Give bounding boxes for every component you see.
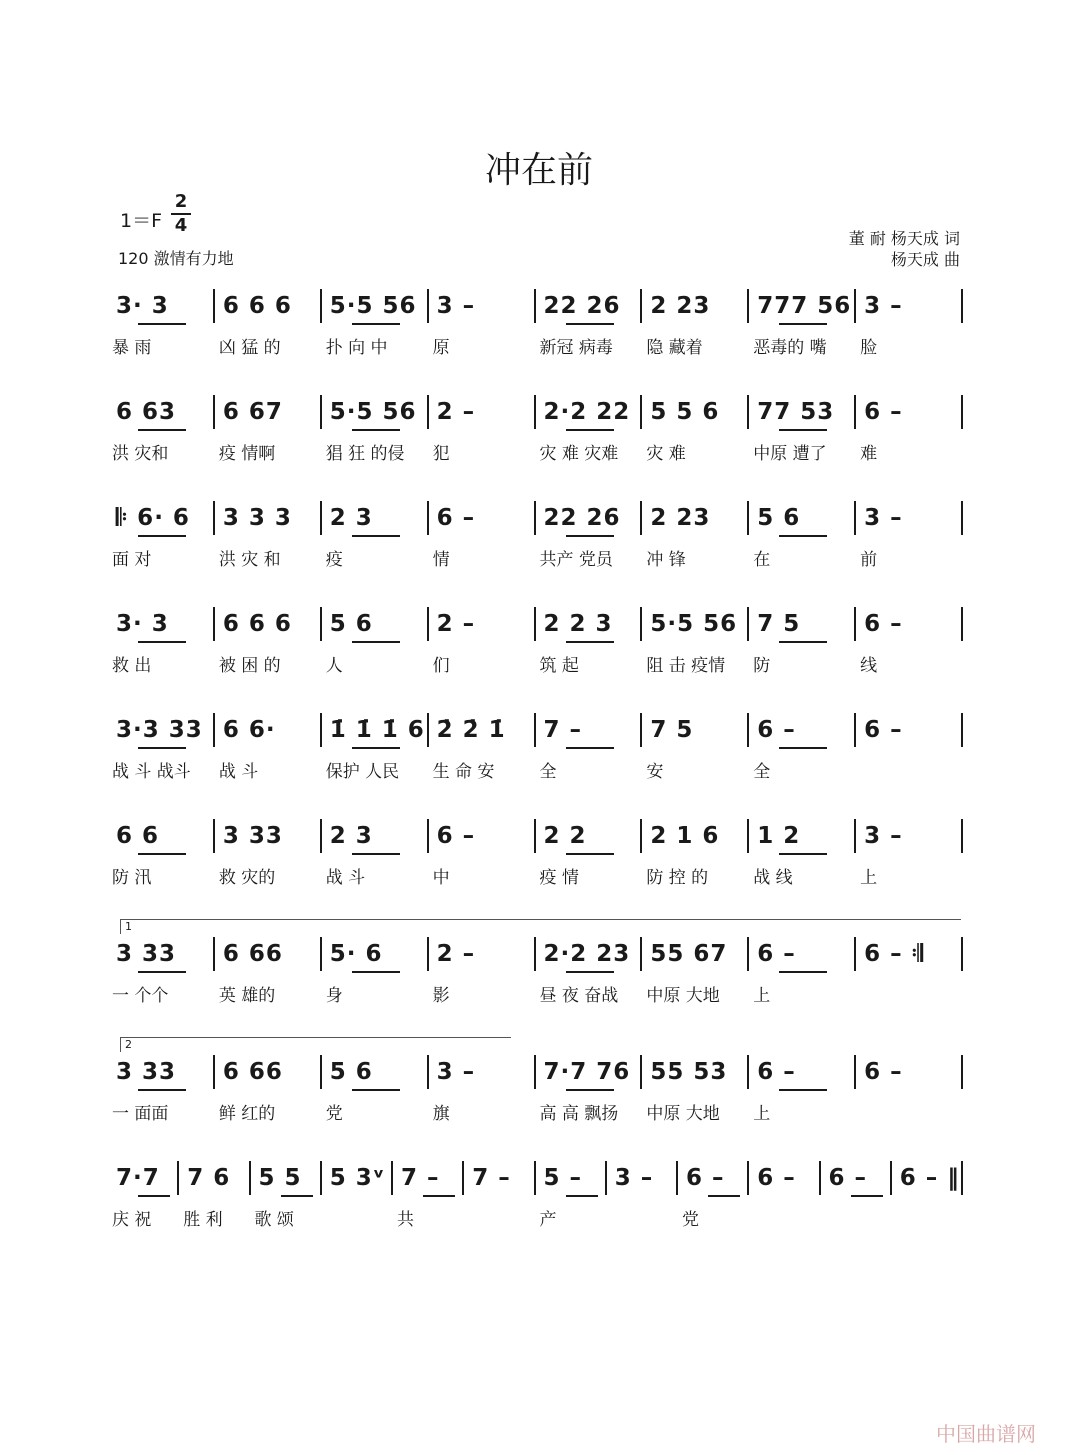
score-system — [110, 823, 965, 933]
beam-underline — [566, 535, 614, 537]
measure-notes: 2 – — [436, 941, 476, 967]
measure-lyrics: 中 — [432, 868, 450, 888]
barline — [747, 395, 749, 429]
barline — [747, 819, 749, 853]
barline — [320, 1161, 322, 1195]
beam-underline — [779, 641, 827, 643]
beam-underline — [779, 747, 827, 749]
measure-lyrics: 隐 藏着 — [646, 338, 703, 358]
beam-underline — [779, 323, 827, 325]
score-system — [110, 505, 965, 615]
measure-notes: 6 – — [757, 1165, 796, 1191]
notes-row — [110, 1165, 965, 1199]
score-system — [110, 920, 965, 1051]
lyrics-row — [110, 757, 965, 782]
measure-lyrics: 战 斗 战斗 — [112, 762, 191, 782]
notes-row — [110, 505, 965, 539]
notes-row — [110, 717, 965, 751]
barline — [534, 289, 536, 323]
measure-notes: 5 – — [543, 1165, 583, 1191]
measure-notes: 55 67 — [650, 941, 728, 967]
beam-underline — [779, 429, 827, 431]
score-system — [110, 1038, 965, 1169]
barline — [427, 937, 429, 971]
barline — [890, 1161, 892, 1195]
measure-notes: 5·5 56 — [329, 293, 417, 319]
measure-notes: 3 – — [864, 505, 903, 531]
measure-notes: 6 – — [864, 611, 903, 637]
barline — [213, 713, 215, 747]
beam-underline — [423, 1195, 455, 1197]
measure-notes: 5 6 — [329, 1059, 373, 1085]
barline — [427, 289, 429, 323]
measure-notes: 6 – — [864, 717, 903, 743]
beam-underline — [566, 1195, 598, 1197]
measure-lyrics: 影 — [432, 986, 450, 1006]
barline — [534, 819, 536, 853]
barline — [747, 713, 749, 747]
lyricist-credit: 董 耐 杨天成 词 — [848, 229, 960, 248]
barline — [747, 607, 749, 641]
notes-row — [110, 611, 965, 645]
measure-notes: 2̇ 2̇ 1̇ — [436, 717, 506, 743]
measure-lyrics: 安 — [646, 762, 664, 782]
measure-lyrics: 旗 — [432, 1104, 450, 1124]
measure-lyrics: 全 — [753, 762, 771, 782]
beam-underline — [566, 323, 614, 325]
measure-notes: 3 33 — [116, 1059, 177, 1085]
measure-lyrics: 防 — [753, 656, 771, 676]
measure-lyrics: 共 — [397, 1210, 414, 1230]
measure-lyrics: 保护 人民 — [325, 762, 400, 782]
measure-lyrics: 猖 狂 的侵 — [325, 444, 405, 464]
barline — [640, 713, 642, 747]
barline — [391, 1161, 393, 1195]
beam-underline — [779, 853, 827, 855]
barline — [534, 395, 536, 429]
key-signature: 1＝F — [120, 210, 163, 232]
measure-lyrics: 被 困 的 — [218, 656, 281, 676]
measure-notes: 55 53 — [650, 1059, 728, 1085]
notes-row — [110, 399, 965, 433]
measure-notes: 2 23 — [650, 293, 711, 319]
measure-lyrics: 洪 灾和 — [112, 444, 169, 464]
measure-notes: 5· 6 — [329, 941, 383, 967]
measure-notes: 5 6 — [329, 611, 373, 637]
measure-notes: 7 6 — [187, 1165, 231, 1191]
beam-underline — [138, 641, 186, 643]
measure-lyrics: 鲜 红的 — [218, 1104, 276, 1124]
site-watermark: 中国曲谱网 — [936, 1422, 1036, 1446]
measure-notes: 22 26 — [543, 293, 621, 319]
measure-lyrics: 在 — [753, 550, 771, 570]
barline — [534, 501, 536, 535]
measure-lyrics: 全 — [539, 762, 557, 782]
measure-notes: 6 63 — [116, 399, 177, 425]
measure-notes: 6 – — [757, 941, 796, 967]
composer-credit: 杨天成 曲 — [890, 250, 960, 269]
measure-notes: 2·2 22 — [543, 399, 631, 425]
barline — [747, 1055, 749, 1089]
barline — [640, 1055, 642, 1089]
barline — [213, 289, 215, 323]
barline — [320, 713, 322, 747]
measure-notes: 6 6 — [116, 823, 160, 849]
measure-notes: 6 6 6 — [222, 293, 292, 319]
measure-lyrics: 中原 大地 — [646, 986, 720, 1006]
beam-underline — [352, 971, 400, 973]
barline — [961, 289, 963, 323]
beam-underline — [138, 853, 186, 855]
measure-lyrics: 共产 党员 — [539, 550, 613, 570]
barline — [427, 819, 429, 853]
measure-lyrics: 战 线 — [753, 868, 793, 888]
measure-notes: 2 – — [436, 611, 476, 637]
measure-notes: 6 67 — [222, 399, 283, 425]
beam-underline — [352, 535, 400, 537]
measure-lyrics: 救 灾的 — [218, 868, 276, 888]
volta-number: 2 — [125, 1038, 132, 1051]
beam-underline — [138, 971, 186, 973]
barline — [961, 713, 963, 747]
measure-notes: 1̇ 1̇ 1̇ 6 — [329, 717, 425, 743]
measure-notes: 7·7 — [116, 1165, 160, 1191]
measure-notes: 6 6 6 — [222, 611, 292, 637]
beam-underline — [566, 429, 614, 431]
measure-lyrics: 庆 祝 — [112, 1210, 152, 1230]
measure-notes: 77 53 — [757, 399, 835, 425]
measure-lyrics: 洪 灾 和 — [218, 550, 281, 570]
measure-notes: 2 3 — [329, 823, 373, 849]
volta-bracket — [120, 919, 961, 934]
measure-lyrics: 战 斗 — [325, 868, 366, 888]
barline — [961, 937, 963, 971]
measure-lyrics: 恶毒的 嘴 — [753, 338, 827, 358]
measure-lyrics: 党 — [325, 1104, 343, 1124]
measure-lyrics: 一 面面 — [112, 1104, 169, 1124]
barline — [213, 1055, 215, 1089]
measure-lyrics: 新冠 病毒 — [539, 338, 613, 358]
measure-lyrics: 凶 猛 的 — [218, 338, 281, 358]
barline — [747, 501, 749, 535]
measure-lyrics: 中原 大地 — [646, 1104, 720, 1124]
measure-notes: 6 – 𝄇 — [864, 941, 924, 967]
measure-lyrics: 产 — [539, 1210, 557, 1230]
beam-underline — [138, 535, 186, 537]
measure-lyrics: 一 个个 — [112, 986, 169, 1006]
barline — [819, 1161, 821, 1195]
beam-underline — [566, 747, 614, 749]
barline — [961, 395, 963, 429]
beam-underline — [352, 641, 400, 643]
barline — [534, 1161, 536, 1195]
barline — [961, 1055, 963, 1089]
measure-notes: 3 33 — [116, 941, 177, 967]
beam-underline — [566, 1089, 614, 1091]
barline — [427, 713, 429, 747]
measure-notes: 2 2 3 — [543, 611, 613, 637]
lyrics-row — [110, 545, 965, 570]
measure-lyrics: 难 — [860, 444, 878, 464]
measure-notes: 5 5 — [258, 1165, 302, 1191]
barline — [854, 713, 856, 747]
time-sig-top: 2 — [174, 191, 188, 212]
measure-lyrics: 防 汛 — [112, 868, 152, 888]
beam-underline — [779, 535, 827, 537]
lyrics-row — [110, 333, 965, 358]
measure-notes: 6 66 — [222, 1059, 283, 1085]
measure-lyrics: 疫 — [325, 550, 343, 570]
barline — [320, 501, 322, 535]
measure-notes: 22 26 — [543, 505, 621, 531]
measure-notes: 3 – — [614, 1165, 654, 1191]
measure-notes: 6 – — [436, 823, 476, 849]
measure-lyrics: 们 — [432, 656, 450, 676]
measure-lyrics: 防 控 的 — [646, 868, 709, 888]
barline — [854, 501, 856, 535]
lyrics-row — [110, 1099, 965, 1124]
measure-notes: 3·3 33 — [116, 717, 203, 743]
measure-notes: 2 3 — [329, 505, 373, 531]
beam-underline — [138, 1089, 186, 1091]
measure-notes: 7 – — [401, 1165, 440, 1191]
lyrics-row — [110, 651, 965, 676]
barline — [961, 501, 963, 535]
measure-lyrics: 冲 锋 — [646, 550, 686, 570]
measure-lyrics: 党 — [682, 1210, 699, 1230]
measure-notes: 1 2 — [757, 823, 801, 849]
notes-row — [110, 823, 965, 857]
measure-lyrics: 原 — [432, 338, 450, 358]
barline — [320, 819, 322, 853]
score-system — [110, 399, 965, 509]
barline — [213, 819, 215, 853]
beam-underline — [851, 1195, 883, 1197]
barline — [854, 819, 856, 853]
barline — [534, 937, 536, 971]
measure-notes: 6 6· — [222, 717, 276, 743]
measure-lyrics: 线 — [860, 656, 878, 676]
measure-lyrics: 疫 情 — [539, 868, 579, 888]
barline — [854, 395, 856, 429]
barline — [534, 1055, 536, 1089]
measure-notes: 𝄆 6· 6 — [116, 505, 190, 531]
measure-lyrics: 面 对 — [112, 550, 152, 570]
beam-underline — [138, 747, 186, 749]
measure-lyrics: 上 — [753, 1104, 771, 1124]
barline — [462, 1161, 464, 1195]
barline — [427, 607, 429, 641]
barline — [961, 607, 963, 641]
measure-lyrics: 筑 起 — [539, 656, 579, 676]
measure-notes: 6 – — [864, 399, 903, 425]
measure-lyrics: 扑 向 中 — [325, 338, 388, 358]
measure-lyrics: 生 命 安 — [432, 762, 495, 782]
lyrics-row — [110, 439, 965, 464]
tempo-marking: 120 激情有力地 — [118, 249, 234, 268]
beam-underline — [566, 641, 614, 643]
measure-notes: 5 5 6 — [650, 399, 720, 425]
score-system — [110, 293, 965, 403]
barline — [534, 607, 536, 641]
beam-underline — [352, 323, 400, 325]
measure-notes: 5 3ᵛ — [329, 1165, 386, 1191]
measure-lyrics: 上 — [860, 868, 878, 888]
notes-row — [110, 1059, 965, 1093]
barline — [640, 819, 642, 853]
measure-notes: 3 – — [436, 1059, 476, 1085]
barline — [640, 607, 642, 641]
barline — [640, 395, 642, 429]
measure-notes: 2 23 — [650, 505, 711, 531]
barline — [427, 395, 429, 429]
barline — [605, 1161, 607, 1195]
lyrics-row — [110, 863, 965, 888]
volta-number: 1 — [125, 920, 132, 933]
measure-notes: 2 – — [436, 399, 476, 425]
barline — [534, 713, 536, 747]
beam-underline — [352, 429, 400, 431]
time-signature — [171, 192, 191, 236]
measure-lyrics: 昼 夜 奋战 — [539, 986, 619, 1006]
measure-notes: 6 – — [757, 1059, 796, 1085]
lyrics-row — [110, 1205, 965, 1230]
barline — [213, 501, 215, 535]
measure-notes: 5 6 — [757, 505, 801, 531]
beam-underline — [779, 1089, 827, 1091]
measure-lyrics: 犯 — [432, 444, 450, 464]
barline — [854, 289, 856, 323]
measure-notes: 3· 3 — [116, 611, 169, 637]
barline — [676, 1161, 678, 1195]
beam-underline — [138, 323, 186, 325]
measure-lyrics: 身 — [325, 986, 343, 1006]
measure-notes: 2 2 — [543, 823, 587, 849]
barline — [213, 607, 215, 641]
measure-notes: 3 3 3 — [222, 505, 292, 531]
measure-notes: 6 – — [828, 1165, 868, 1191]
measure-lyrics: 人 — [325, 656, 343, 676]
beam-underline — [281, 1195, 313, 1197]
measure-notes: 3 – — [436, 293, 476, 319]
measure-lyrics: 阻 击 疫情 — [646, 656, 726, 676]
barline — [320, 1055, 322, 1089]
measure-lyrics: 上 — [753, 986, 771, 1006]
measure-notes: 6 – — [436, 505, 476, 531]
measure-lyrics: 前 — [860, 550, 878, 570]
barline — [177, 1161, 179, 1195]
measure-notes: 3 33 — [222, 823, 283, 849]
barline — [747, 937, 749, 971]
measure-notes: 2·2 23 — [543, 941, 631, 967]
beam-underline — [779, 971, 827, 973]
beam-underline — [138, 1195, 170, 1197]
measure-notes: 6 – — [686, 1165, 725, 1191]
barline — [320, 607, 322, 641]
measure-notes: 7 – — [543, 717, 583, 743]
score-system — [110, 1165, 965, 1275]
barline — [213, 395, 215, 429]
measure-lyrics: 暴 雨 — [112, 338, 152, 358]
measure-notes: 5·5 56 — [650, 611, 738, 637]
barline — [640, 289, 642, 323]
measure-notes: 7 5 — [650, 717, 694, 743]
beam-underline — [566, 853, 614, 855]
barline — [320, 289, 322, 323]
measure-lyrics: 救 出 — [112, 656, 152, 676]
measure-lyrics: 脸 — [860, 338, 878, 358]
measure-lyrics: 歌 颂 — [254, 1210, 294, 1230]
score-system — [110, 717, 965, 827]
beam-underline — [352, 1089, 400, 1091]
measure-notes: 6 66 — [222, 941, 283, 967]
measure-lyrics: 灾 难 — [646, 444, 686, 464]
measure-lyrics: 灾 难 灾难 — [539, 444, 619, 464]
barline — [747, 289, 749, 323]
beam-underline — [708, 1195, 740, 1197]
measure-lyrics: 战 斗 — [218, 762, 259, 782]
measure-notes: 7·7 76 — [543, 1059, 631, 1085]
measure-notes: 6 – — [757, 717, 796, 743]
beam-underline — [138, 429, 186, 431]
time-sig-bottom: 4 — [174, 215, 188, 236]
barline — [320, 395, 322, 429]
measure-lyrics: 中原 遭了 — [753, 444, 827, 464]
measure-lyrics: 胜 利 — [183, 1210, 223, 1230]
beam-underline — [352, 853, 400, 855]
measure-lyrics: 高 高 飘扬 — [539, 1104, 619, 1124]
measure-notes: 2 1 6 — [650, 823, 720, 849]
notes-row — [110, 293, 965, 327]
barline — [249, 1161, 251, 1195]
measure-notes: 6 – — [864, 1059, 903, 1085]
barline — [640, 937, 642, 971]
measure-notes: 3 – — [864, 823, 903, 849]
measure-notes: 3· 3 — [116, 293, 169, 319]
song-title: 冲在前 — [484, 150, 593, 191]
score-system — [110, 611, 965, 721]
barline — [961, 819, 963, 853]
barline — [640, 501, 642, 535]
barline — [427, 1055, 429, 1089]
measure-lyrics: 疫 情啊 — [218, 444, 276, 464]
measure-notes: 777 56 — [757, 293, 852, 319]
measure-notes: 7 – — [472, 1165, 511, 1191]
measure-notes: 5·5 56 — [329, 399, 417, 425]
barline — [854, 607, 856, 641]
beam-underline — [566, 971, 614, 973]
barline — [213, 937, 215, 971]
lyrics-row — [110, 981, 965, 1006]
measure-lyrics: 情 — [432, 550, 450, 570]
notes-row — [110, 941, 965, 975]
barline — [854, 1055, 856, 1089]
barline — [320, 937, 322, 971]
beam-underline — [352, 747, 400, 749]
measure-notes: 3 – — [864, 293, 903, 319]
barline — [747, 1161, 749, 1195]
barline — [427, 501, 429, 535]
measure-notes: 7 5 — [757, 611, 801, 637]
volta-bracket — [120, 1037, 511, 1052]
barline — [961, 1161, 963, 1195]
barline — [854, 937, 856, 971]
measure-lyrics: 英 雄的 — [218, 986, 276, 1006]
measure-notes: 6 – ‖ — [899, 1165, 960, 1191]
